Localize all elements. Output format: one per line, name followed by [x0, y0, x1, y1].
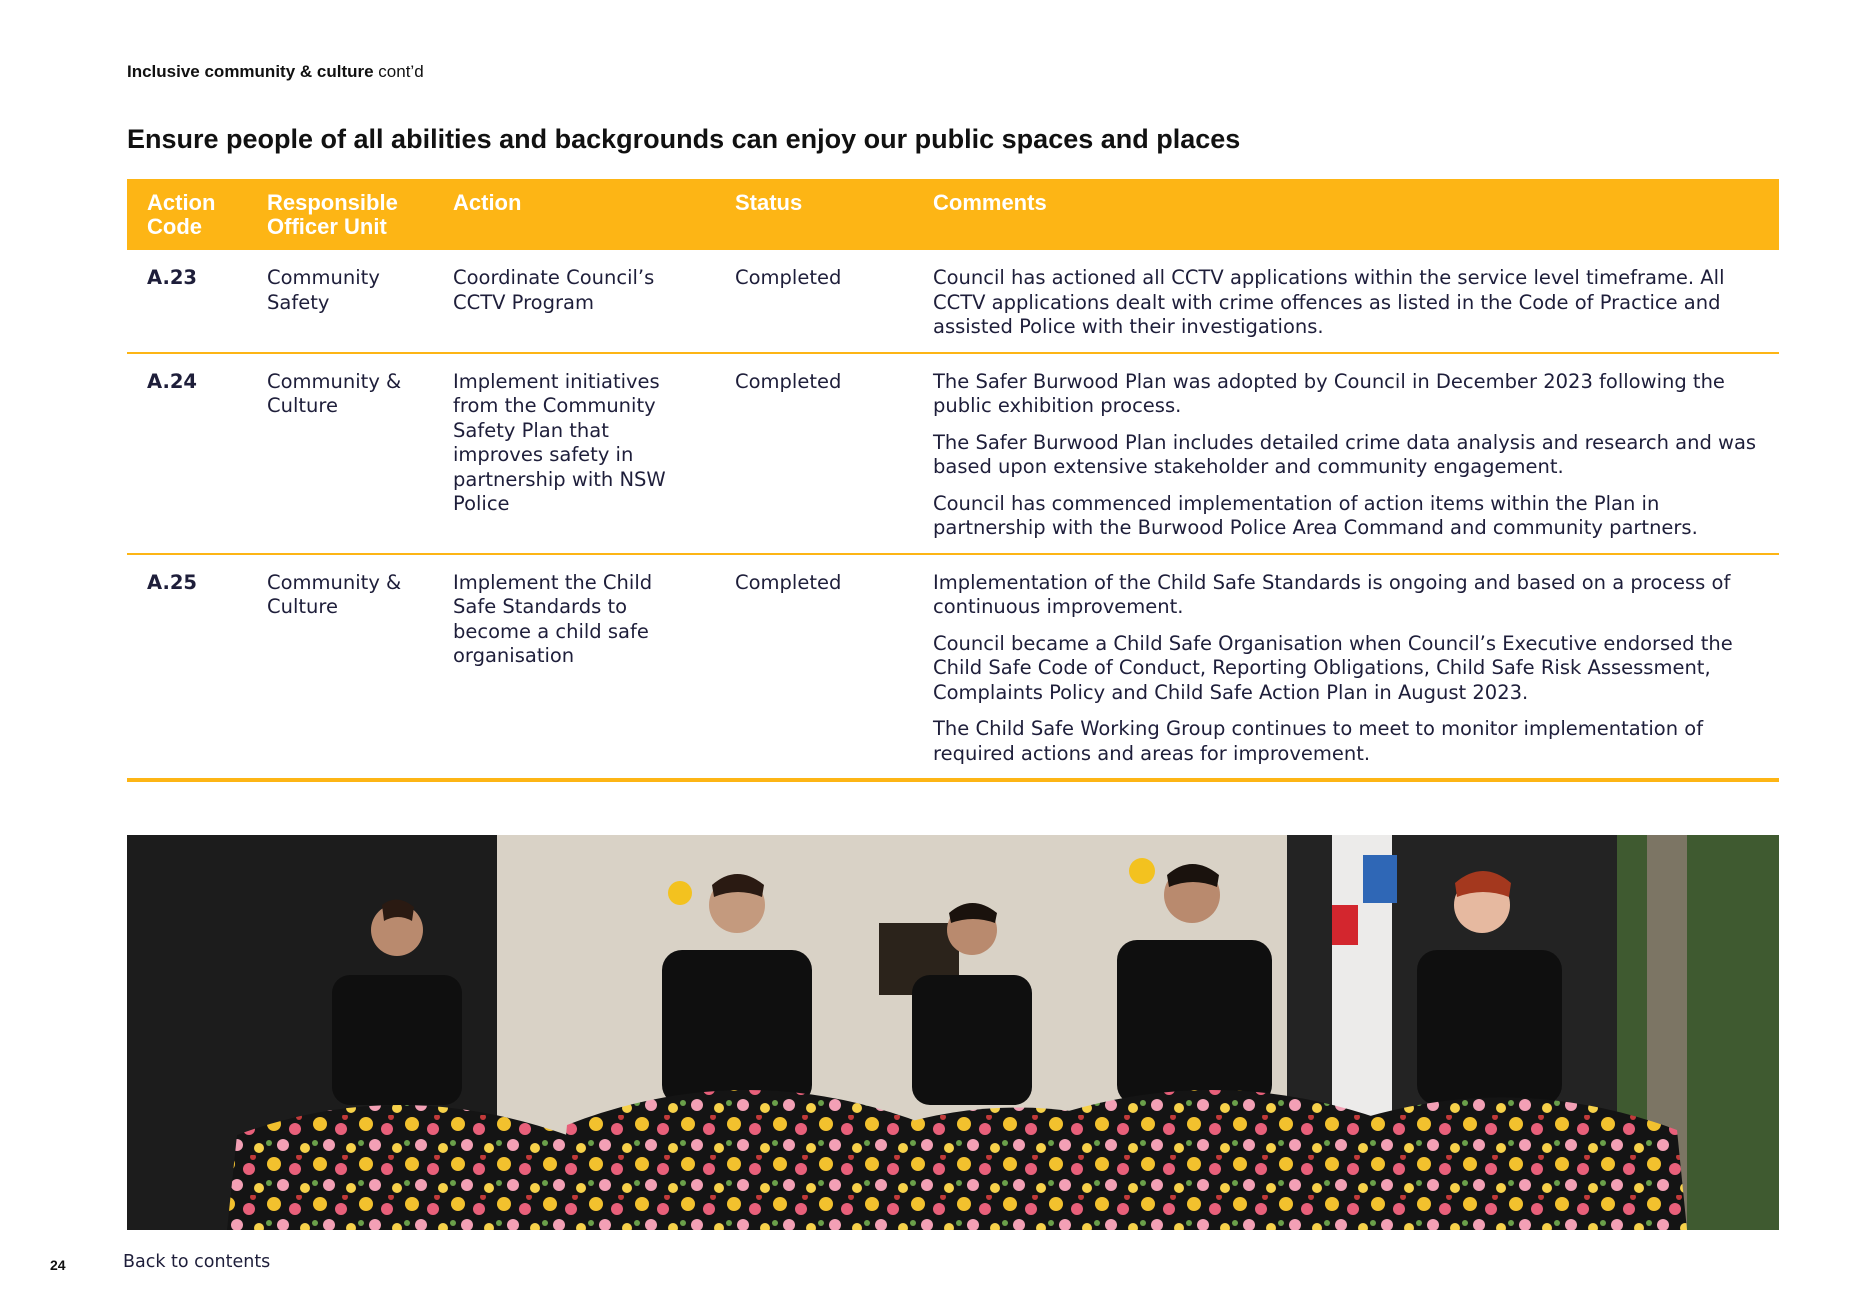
- action-code: A.23: [127, 250, 247, 353]
- comment-paragraph: Council has commenced implementation of action items within the Plan in partnership with the Burwood Police Area Command and community partners.: [933, 491, 1698, 539]
- comment-paragraph: Council has actioned all CCTV applications within the service level timeframe. All CCTV applications dealt with crime offences as listed in the Code of Practice and assisted Police with their investigations.: [933, 266, 1725, 338]
- column-header-responsible-unit: Responsible Officer Unit: [247, 179, 433, 250]
- responsible-unit: Community & Culture: [247, 554, 433, 781]
- action-description: Coordinate Council’s CCTV Program: [433, 250, 715, 353]
- action-code: A.25: [127, 554, 247, 781]
- responsible-unit: Community Safety: [247, 250, 433, 353]
- running-head-suffix: cont’d: [373, 62, 424, 81]
- column-header-action: Action: [433, 179, 715, 250]
- table-row: [127, 250, 1779, 353]
- table-header-row: [127, 179, 1779, 250]
- comments: [913, 250, 1779, 353]
- comment-paragraph: Council became a Child Safe Organisation when Council’s Executive endorsed the Child Safe Code of Conduct, Reporting Obligations, Child Safe Risk Assessment, Complaints Policy and Child Safe Action Plan in August 2023.: [933, 631, 1733, 704]
- responsible-unit: Community & Culture: [247, 353, 433, 554]
- status: Completed: [715, 250, 913, 353]
- table-row: [127, 554, 1779, 781]
- action-table: [127, 179, 1779, 782]
- section-title: Ensure people of all abilities and backgrounds can enjoy our public spaces and places: [127, 124, 1241, 154]
- action-code: A.24: [127, 353, 247, 554]
- page-number: 24: [50, 1257, 66, 1273]
- dancers-photo: [127, 835, 1779, 1230]
- action-description: Implement initiatives from the Community Safety Plan that improves safety in partnership with NSW Police: [433, 353, 715, 554]
- comment-paragraph: Implementation of the Child Safe Standards is ongoing and based on a process of continuous improvement.: [933, 570, 1731, 618]
- column-header-status: Status: [715, 179, 913, 250]
- running-head: [127, 62, 424, 82]
- comments: [913, 353, 1779, 554]
- table-row: [127, 353, 1779, 554]
- running-head-section: Inclusive community & culture: [127, 62, 374, 81]
- comment-paragraph: The Child Safe Working Group continues to meet to monitor implementation of required actions and areas for improvement.: [933, 717, 1704, 765]
- status: Completed: [715, 554, 913, 781]
- status: Completed: [715, 353, 913, 554]
- column-header-action-code: Action Code: [127, 179, 247, 250]
- comment-paragraph: The Safer Burwood Plan was adopted by Council in December 2023 following the public exhibition process.: [933, 369, 1725, 417]
- comments: [913, 554, 1779, 781]
- comment-paragraph: The Safer Burwood Plan includes detailed crime data analysis and research and was based upon extensive stakeholder and community engagement.: [933, 430, 1757, 478]
- action-description: Implement the Child Safe Standards to become a child safe organisation: [433, 554, 715, 781]
- back-to-contents-link[interactable]: Back to contents: [123, 1252, 271, 1272]
- column-header-comments: Comments: [913, 179, 1779, 250]
